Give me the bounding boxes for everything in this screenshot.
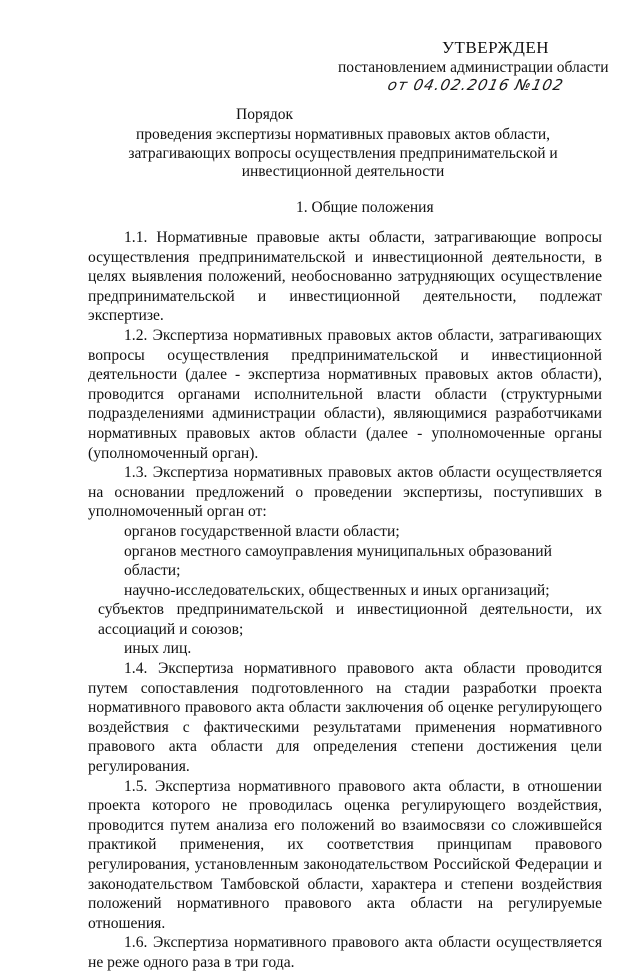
document-title: Порядок bbox=[236, 106, 293, 123]
list-item: иных лиц. bbox=[124, 640, 192, 658]
paragraph-1-1: 1.1. Нормативные правовые акты области, затрагивающие вопросы осуществления предпринимательской и инвестиционной деятельности, в целях выявления положений, необоснованно затрудняющих осуществление предпринимательской и инвестиционной деятельности, подлежат экспертизе. bbox=[88, 229, 602, 325]
document-body bbox=[88, 228, 602, 973]
paragraph-1-3: 1.3. Экспертиза нормативных правовых актов области осуществляется на основании предложений о проведении экспертизы, поступивших в уполномоченный орган от: bbox=[88, 464, 602, 521]
handwritten-date-number bbox=[386, 76, 565, 94]
handwritten-text: от 04.02.2016 №102 bbox=[386, 76, 566, 94]
paragraph-1-4: 1.4. Экспертиза нормативного правового акта области проводится путем сопоставления подготовленного на стадии разработки проекта нормативного правового акта области заключения об оценке регулирующего воздействия с фактическими результатами применения нормативного правового акта области для определения степени достижения цели регулирования. bbox=[88, 660, 602, 776]
list-item: органов местного самоуправления муниципальных образований области; bbox=[124, 542, 552, 580]
list-item: органов государственной власти области; bbox=[124, 522, 400, 540]
approved-by-text: постановлением администрации области bbox=[338, 59, 609, 76]
list-item: субъектов предпринимательской и инвестиционной деятельности, их ассоциаций и союзов; bbox=[98, 601, 602, 638]
approved-label: УТВЕРЖДЕН bbox=[442, 38, 549, 57]
paragraph-1-2: 1.2. Экспертиза нормативных правовых актов области, затрагивающих вопросы осуществления предпринимательской и инвестиционной деятельности (далее - экспертиза нормативных правовых актов области), проводится органами исполнительной власти области (структурными подразделениями администрации области), являющимися разработчиками нормативных правовых актов области (далее - уполномоченные органы (уполномоченный орган). bbox=[88, 326, 602, 462]
paragraph-1-5: 1.5. Экспертиза нормативного правового акта области, в отношении проекта которого не проводилась оценка регулирующего воздействия, проводится путем анализа его положений во взаимосвязи со сложившейся практикой применения, их соответствия принципам правового регулирования, установленным законодательством Российской Федерации и законодательством Тамбовской области, характера и степени воздействия положений нормативного правового акта области на регулируемые отношения. bbox=[88, 777, 602, 932]
list-item: научно-исследовательских, общественных и иных организаций; bbox=[124, 581, 550, 599]
document-subtitle: проведения экспертизы нормативных правовых актов области, затрагивающих вопросы осуществления предпринимательской и инвестиционной деятельности bbox=[128, 126, 558, 180]
section-heading: 1. Общие положения bbox=[296, 199, 434, 216]
paragraph-1-6: 1.6. Экспертиза нормативного правового акта области осуществляется не реже одного раза в три года. bbox=[88, 934, 602, 971]
